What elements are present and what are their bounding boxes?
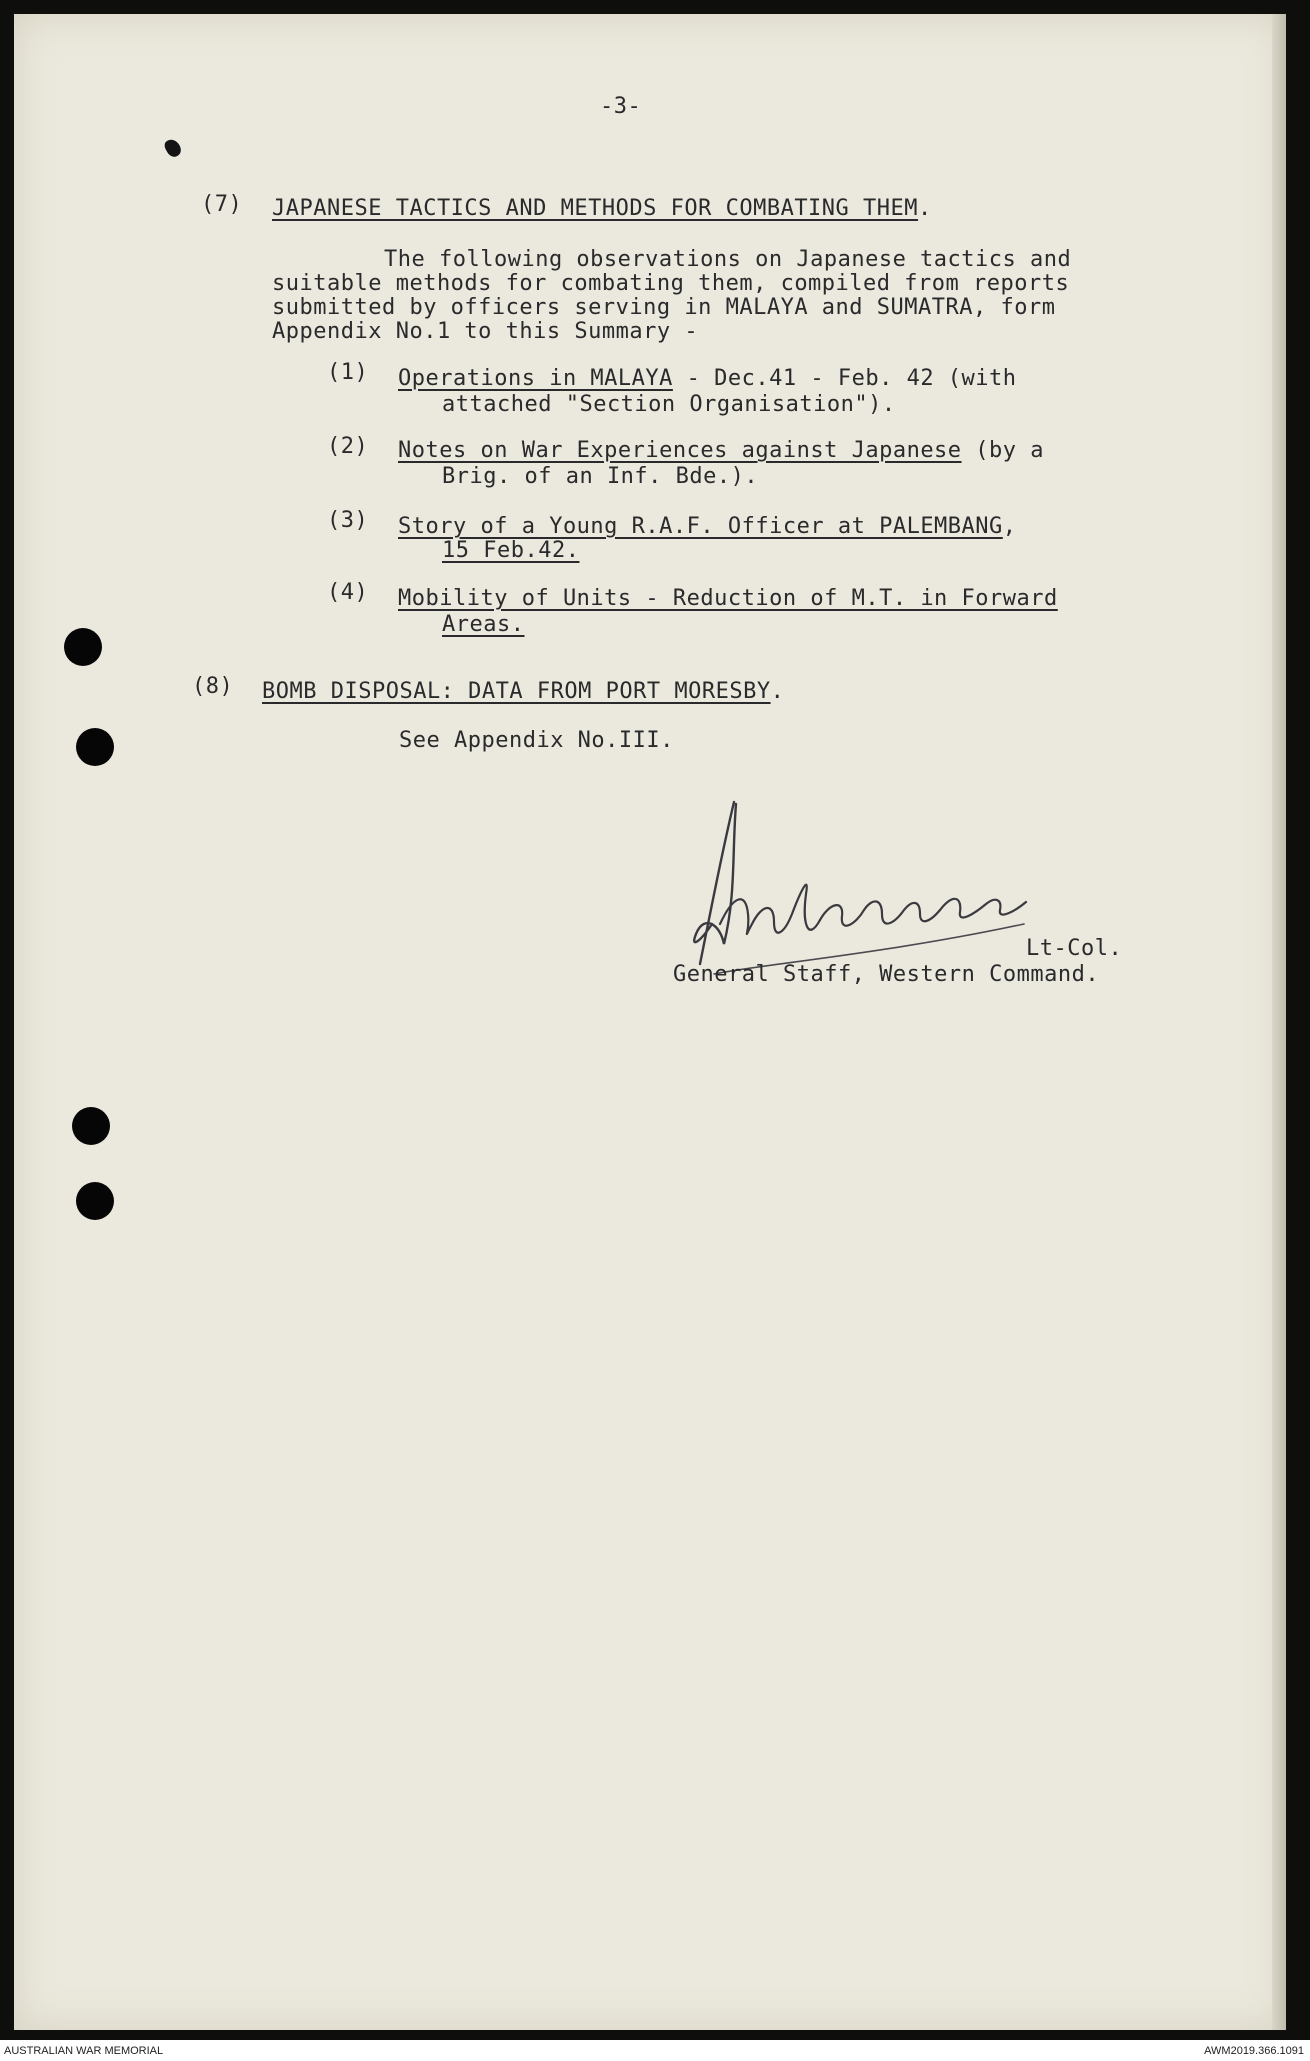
section-7-para-line-4: Appendix No.1 to this Summary -: [272, 319, 699, 344]
section-8-text: See Appendix No.III.: [399, 728, 674, 753]
section-7-number: (7): [201, 192, 243, 217]
punch-hole: [76, 728, 114, 766]
punch-hole: [76, 1182, 114, 1220]
item-4-line-2: Areas.: [442, 612, 525, 637]
section-7-heading: JAPANESE TACTICS AND METHODS FOR COMBATING THEM.: [272, 196, 932, 221]
punch-hole: [64, 628, 102, 666]
signatory-rank: Lt-Col.: [1026, 936, 1123, 961]
item-4-number: (4): [327, 580, 369, 605]
item-4-line-1: Mobility of Units - Reduction of M.T. in Forward: [398, 586, 1058, 611]
punch-hole: [72, 1107, 110, 1145]
item-2-line-1: Notes on War Experiences against Japanese (by a: [398, 438, 1045, 463]
item-2-number: (2): [327, 434, 369, 459]
section-7-para-line-3: submitted by officers serving in MALAYA and SUMATRA, form: [272, 295, 1056, 320]
section-8-heading: BOMB DISPOSAL: DATA FROM PORT MORESBY.: [262, 679, 785, 704]
ink-speck: [162, 137, 183, 160]
item-1-number: (1): [327, 360, 369, 385]
page-edge: [1272, 14, 1286, 2030]
item-1-line-1: Operations in MALAYA - Dec.41 - Feb. 42 (with: [398, 366, 1017, 391]
item-2-line-2: Brig. of an Inf. Bde.).: [442, 464, 759, 489]
item-1-line-2: attached "Section Organisation").: [442, 392, 896, 417]
section-7-para-line-1: The following observations on Japanese tactics and: [384, 247, 1072, 272]
footer-institution: AUSTRALIAN WAR MEMORIAL: [4, 2045, 164, 2057]
page-number: -3-: [600, 94, 642, 119]
item-3-line-1: Story of a Young R.A.F. Officer at PALEMBANG,: [398, 514, 1017, 539]
item-3-number: (3): [327, 508, 369, 533]
document-page: [14, 14, 1286, 2030]
signatory-title: General Staff, Western Command.: [673, 962, 1100, 987]
item-3-line-2: 15 Feb.42.: [442, 538, 580, 563]
section-7-para-line-2: suitable methods for combating them, compiled from reports: [272, 271, 1070, 296]
footer-accession-number: AWM2019.366.1091: [1204, 2045, 1304, 2057]
section-8-number: (8): [192, 674, 234, 699]
